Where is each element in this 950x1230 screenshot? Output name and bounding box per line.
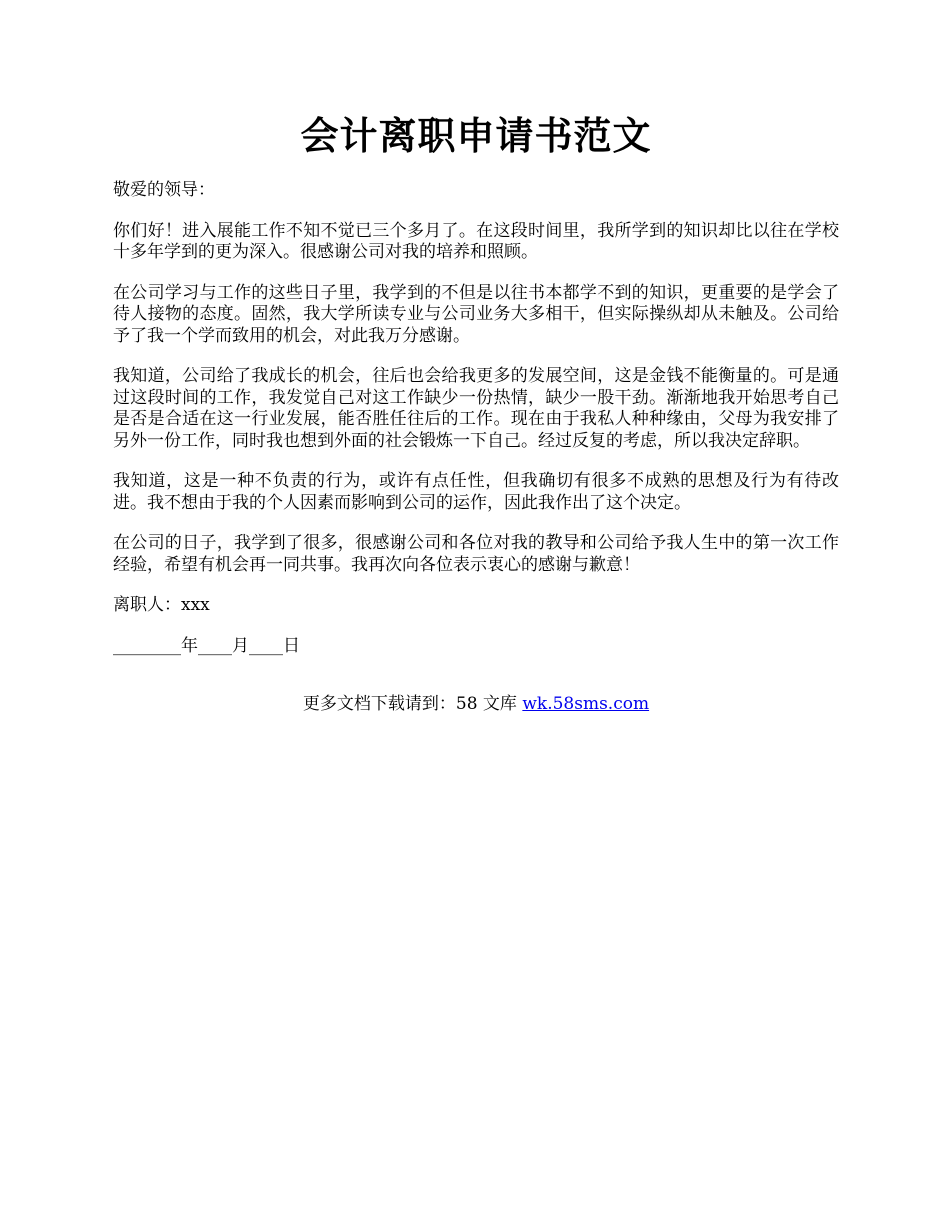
paragraph-3: 我知道，公司给了我成长的机会，往后也会给我更多的发展空间，这是金钱不能衡量的。可是通过这段时间的工作，我发觉自己对这工作缺少一份热情，缺少一股干劲。渐渐地我开始思考自己是否是合适在这一行业发展，能否胜任往后的工作。现在由于我私人种种缘由，父母为我安排了另外一份工作，同时我也想到外面的社会锻炼一下自己。经过反复的考虑，所以我决定辞职。 <box>113 366 839 451</box>
paragraph-1: 你们好！进入展能工作不知不觉已三个多月了。在这段时间里，我所学到的知识却比以往在学校十多年学到的更为深入。很感谢公司对我的培养和照顾。 <box>113 220 839 262</box>
paragraph-2: 在公司学习与工作的这些日子里，我学到的不但是以往书本都学不到的知识，更重要的是学会了待人接物的态度。固然，我大学所读专业与公司业务大多相干，但实际操纵却从未触及。公司给予了我一个学而致用的机会，对此我万分感谢。 <box>113 282 839 346</box>
document-title: 会计离职申请书范文 <box>300 113 652 158</box>
greeting: 敬爱的领导： <box>113 180 215 200</box>
footer-link[interactable]: wk.58sms.com <box>522 694 650 714</box>
paragraph-4: 我知道，这是一种不负责的行为，或许有点任性，但我确切有很多不成熟的思想及行为有待改进。我不想由于我的个人因素而影响到公司的运作，因此我作出了这个决定。 <box>113 471 839 513</box>
document-body <box>113 180 839 676</box>
signature-line: 离职人：xxx <box>113 595 210 615</box>
footer-prefix: 更多文档下载请到：58 文库 <box>302 694 523 714</box>
footer-note <box>113 693 839 715</box>
paragraph-5: 在公司的日子，我学到了很多，很感谢公司和各位对我的教导和公司给予我人生中的第一次工作经验，希望有机会再一同共事。我再次向各位表示衷心的感谢与歉意！ <box>113 533 839 575</box>
date-line: ________年____月____日 <box>113 635 300 656</box>
